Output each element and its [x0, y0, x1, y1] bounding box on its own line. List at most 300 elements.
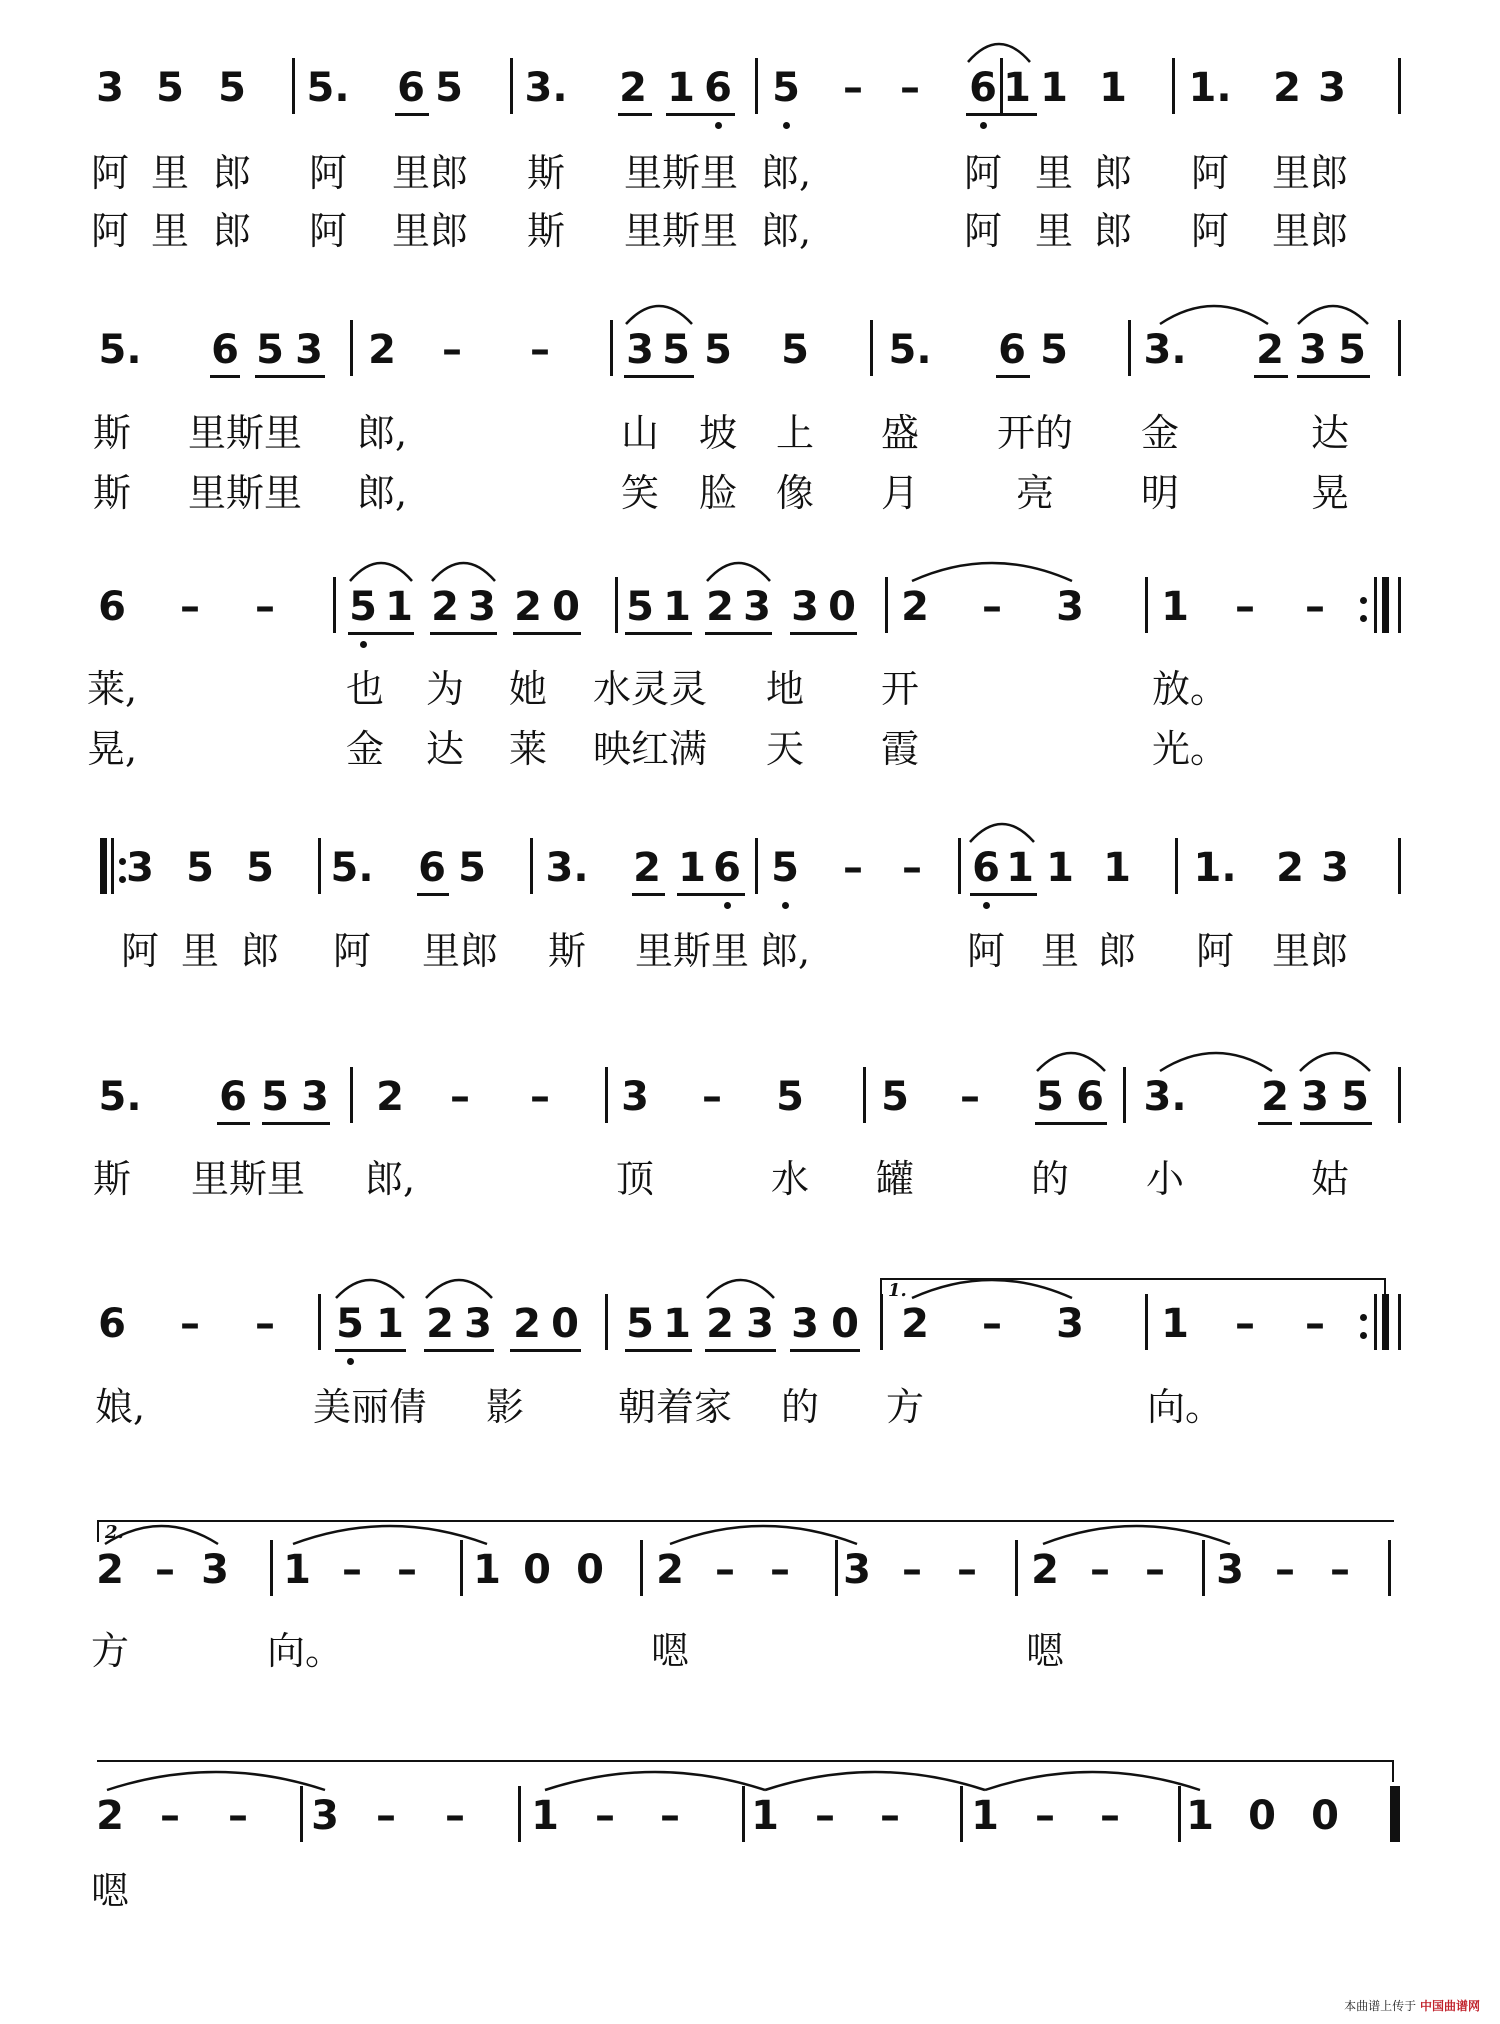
volta-bracket [97, 1520, 1394, 1542]
lyric-syllable: 的 [1030, 1157, 1070, 1201]
slur-arc [1160, 306, 1268, 324]
note: – [880, 1793, 900, 1839]
barline [318, 838, 321, 894]
note: 0 [1248, 1793, 1276, 1839]
beam-underline [210, 375, 240, 378]
lyric-syllable: 影 [485, 1385, 525, 1429]
lyric-syllable: 阿 [308, 209, 348, 253]
low-octave-dot [360, 641, 367, 648]
lyric-syllable: 里 [150, 209, 190, 253]
lyric-syllable: 里郎 [1271, 209, 1349, 253]
lyric-syllable: 阿 [90, 151, 130, 195]
lyric-syllable: 水 [770, 1157, 810, 1201]
barline [742, 1786, 745, 1842]
lyric-syllable: 嗯 [90, 1869, 130, 1913]
lyric-syllable: 嗯 [1025, 1629, 1065, 1673]
lyric-syllable: 开的 [996, 411, 1074, 455]
note: – [450, 1074, 470, 1120]
beam-underline [217, 1122, 250, 1125]
lyric-syllable: 美丽倩 [312, 1385, 428, 1429]
note: 1 [1006, 845, 1034, 891]
slur-arc [336, 1280, 404, 1298]
beam-underline [996, 375, 1030, 378]
note: 5. [98, 327, 142, 373]
note: 1 [1186, 1793, 1214, 1839]
low-octave-dot [715, 122, 722, 129]
note: 3 [301, 1074, 329, 1120]
note: 5 [626, 1301, 654, 1347]
note: 6 [972, 845, 1000, 891]
lyric-syllable: 月 [880, 471, 920, 515]
low-octave-dot [980, 122, 987, 129]
slur-arc [1300, 1053, 1370, 1071]
barline [1015, 1540, 1018, 1596]
beam-underline [1300, 1122, 1372, 1125]
note: 1 [376, 1301, 404, 1347]
slur-arc [1298, 306, 1368, 324]
note: – [702, 1074, 722, 1120]
barline [1398, 577, 1401, 633]
note: 3 [96, 65, 124, 111]
lyric-syllable: 也 [345, 667, 385, 711]
note: 5 [218, 65, 246, 111]
beam-underline [790, 1349, 860, 1352]
lyric-syllable: 的 [780, 1385, 820, 1429]
note: 5 [1036, 1074, 1064, 1120]
note: 5 [156, 65, 184, 111]
note: 5. [888, 327, 932, 373]
lyric-syllable: 水灵灵 [592, 667, 708, 711]
note: 2 [619, 65, 647, 111]
note: 3 [626, 327, 654, 373]
lyric-syllable: 阿 [90, 209, 130, 253]
slur-arc [707, 563, 770, 581]
slur-arc [968, 44, 1030, 62]
lyric-syllable: 莱, [86, 667, 138, 711]
repeat-start-thin [111, 838, 114, 894]
note: 5 [781, 327, 809, 373]
note: 2 [376, 1074, 404, 1120]
beam-underline [625, 1349, 692, 1352]
repeat-start-thick [100, 838, 107, 894]
note: – [397, 1547, 417, 1593]
lyric-syllable: 阿 [1195, 929, 1235, 973]
note: 2 [96, 1547, 124, 1593]
lyric-syllable: 笑 [620, 471, 660, 515]
lyric-syllable: 向。 [1146, 1385, 1224, 1429]
lyric-syllable: 斯 [526, 151, 566, 195]
note: 6 [713, 845, 741, 891]
lyric-syllable: 达 [1310, 411, 1350, 455]
note: – [180, 1301, 200, 1347]
beam-underline [424, 1349, 494, 1352]
beam-underline [348, 632, 414, 635]
note: – [155, 1547, 175, 1593]
lyric-syllable: 阿 [1190, 151, 1230, 195]
note: 2 [1256, 327, 1284, 373]
lyric-syllable: 方 [90, 1629, 130, 1673]
note: 2 [96, 1793, 124, 1839]
note: 3. [524, 65, 568, 111]
note: 2 [1273, 65, 1301, 111]
barline [1000, 58, 1003, 114]
lyric-syllable: 郎 [212, 151, 252, 195]
lyric-syllable: 阿 [1190, 209, 1230, 253]
note: – [180, 584, 200, 630]
final-barline [1393, 1786, 1400, 1842]
beam-underline [430, 632, 497, 635]
note: 3 [201, 1547, 229, 1593]
note: 5 [349, 584, 377, 630]
lyric-syllable: 阿 [308, 151, 348, 195]
note: – [445, 1793, 465, 1839]
lyric-syllable: 里郎 [1271, 151, 1349, 195]
slur-arc [707, 1280, 774, 1298]
note: – [228, 1793, 248, 1839]
note: 2 [1261, 1074, 1289, 1120]
lyric-syllable: 斯 [547, 929, 587, 973]
beam-underline [790, 632, 857, 635]
lyric-syllable: 里郎 [1271, 929, 1349, 973]
note: 5 [256, 327, 284, 373]
note: 1 [1040, 65, 1068, 111]
note: 0 [828, 584, 856, 630]
repeat-dot [1360, 1314, 1367, 1321]
lyric-syllable: 阿 [963, 151, 1003, 195]
beam-underline [970, 893, 1037, 896]
lyric-syllable: 里郎 [391, 151, 469, 195]
note: 3 [1056, 584, 1084, 630]
note: 1 [1161, 1301, 1189, 1347]
note: 0 [576, 1547, 604, 1593]
note: 3 [464, 1301, 492, 1347]
note: 3 [791, 584, 819, 630]
volta-continuation [97, 1760, 1394, 1782]
note: – [902, 845, 922, 891]
note: 3 [126, 845, 154, 891]
barline [1398, 1294, 1401, 1350]
note: 0 [552, 584, 580, 630]
barline [835, 1540, 838, 1596]
lyric-syllable: 里郎 [421, 929, 499, 973]
note: – [770, 1547, 790, 1593]
lyric-syllable: 天 [765, 727, 805, 771]
lyric-syllable: 郎 [212, 209, 252, 253]
note: 3 [1216, 1547, 1244, 1593]
slur-arc [970, 824, 1034, 842]
note: 6 [98, 584, 126, 630]
note: 3. [1143, 1074, 1187, 1120]
lyric-syllable: 上 [775, 411, 815, 455]
note: 6 [98, 1301, 126, 1347]
lyric-syllable: 放。 [1151, 667, 1229, 711]
note: 3 [311, 1793, 339, 1839]
note: 5 [772, 65, 800, 111]
note: 1 [663, 584, 691, 630]
barline [885, 577, 888, 633]
note: 0 [523, 1547, 551, 1593]
barline [1398, 320, 1401, 376]
barline [460, 1540, 463, 1596]
note: 5 [771, 845, 799, 891]
beam-underline [1297, 375, 1370, 378]
note: 0 [831, 1301, 859, 1347]
note: 2 [431, 584, 459, 630]
note: 5 [662, 327, 690, 373]
note: 1 [751, 1793, 779, 1839]
beam-underline [417, 893, 449, 896]
note: 5 [435, 65, 463, 111]
beam-underline [335, 1349, 406, 1352]
note: 3 [468, 584, 496, 630]
beam-underline [705, 1349, 776, 1352]
repeat-dot [119, 876, 126, 883]
note: – [715, 1547, 735, 1593]
lyric-syllable: 斯 [92, 471, 132, 515]
note: 3. [545, 845, 589, 891]
note: – [1235, 1301, 1255, 1347]
lyric-syllable: 郎 [240, 929, 280, 973]
lyric-syllable: 为 [425, 667, 465, 711]
note: – [1305, 1301, 1325, 1347]
note: – [160, 1793, 180, 1839]
barline [518, 1786, 521, 1842]
lyric-syllable: 郎 [1093, 151, 1133, 195]
note: 5 [1338, 327, 1366, 373]
lyric-syllable: 映红满 [592, 727, 708, 771]
note: – [1100, 1793, 1120, 1839]
note: 2 [901, 1301, 929, 1347]
lyric-syllable: 顶 [615, 1157, 655, 1201]
lyric-syllable: 阿 [966, 929, 1006, 973]
note: 6 [704, 65, 732, 111]
lyric-syllable: 小 [1145, 1157, 1185, 1201]
barline [605, 1067, 608, 1123]
note: 1 [1003, 65, 1031, 111]
beam-underline [1035, 1122, 1107, 1125]
note: 3 [843, 1547, 871, 1593]
lyric-syllable: 姑 [1310, 1157, 1350, 1201]
note: 2 [368, 327, 396, 373]
barline [863, 1067, 866, 1123]
lyric-syllable: 里 [1040, 929, 1080, 973]
repeat-dot [1360, 1332, 1367, 1339]
lyric-syllable: 明 [1140, 471, 1180, 515]
note: 1 [531, 1793, 559, 1839]
slur-arc [426, 1280, 492, 1298]
beam-underline [705, 632, 772, 635]
note: 2 [1031, 1547, 1059, 1593]
note: 1. [1188, 65, 1232, 111]
low-octave-dot [783, 122, 790, 129]
note: – [442, 327, 462, 373]
barline [1123, 1067, 1126, 1123]
note: – [660, 1793, 680, 1839]
lyric-syllable: 莱 [508, 727, 548, 771]
note: 0 [1311, 1793, 1339, 1839]
beam-underline [1254, 375, 1288, 378]
beam-underline [395, 113, 429, 116]
note: 5 [776, 1074, 804, 1120]
lyric-syllable: 郎, [364, 1157, 416, 1201]
barline [1388, 1540, 1391, 1596]
footer-upload-text: 本曲谱上传于 [1344, 1999, 1417, 2013]
note: 3 [743, 584, 771, 630]
note: 5 [626, 584, 654, 630]
lyric-syllable: 里 [1034, 209, 1074, 253]
note: 5. [330, 845, 374, 891]
note: – [815, 1793, 835, 1839]
note: 5 [704, 327, 732, 373]
lyric-syllable: 郎, [760, 151, 812, 195]
barline [1398, 58, 1401, 114]
lyric-syllable: 朝着家 [617, 1385, 733, 1429]
barline [318, 1294, 321, 1350]
volta-bracket [880, 1278, 1386, 1300]
note: 1 [1103, 845, 1131, 891]
note: 3 [791, 1301, 819, 1347]
slur-arc [626, 306, 692, 324]
note: 3 [1318, 65, 1346, 111]
barline [640, 1540, 643, 1596]
lyric-syllable: 郎 [1097, 929, 1137, 973]
note: 2 [901, 584, 929, 630]
note: 1 [473, 1547, 501, 1593]
volta-label: 2. [105, 1522, 124, 1543]
barline [350, 320, 353, 376]
barline [1202, 1540, 1205, 1596]
lyric-syllable: 阿 [963, 209, 1003, 253]
repeat-end-thin [1374, 577, 1377, 633]
lyric-syllable: 像 [775, 471, 815, 515]
repeat-dot [1360, 615, 1367, 622]
note: 2 [1276, 845, 1304, 891]
note: 3 [1301, 1074, 1329, 1120]
note: 5 [458, 845, 486, 891]
note: 1 [663, 1301, 691, 1347]
note: – [1145, 1547, 1165, 1593]
lyric-syllable: 盛 [880, 411, 920, 455]
note: – [530, 327, 550, 373]
lyric-syllable: 开 [880, 667, 920, 711]
repeat-dot [119, 858, 126, 865]
barline [1128, 320, 1131, 376]
barline [960, 1786, 963, 1842]
note: 5 [336, 1301, 364, 1347]
barline [270, 1540, 273, 1596]
note: – [1235, 584, 1255, 630]
lyric-syllable: 地 [765, 667, 805, 711]
barline [300, 1786, 303, 1842]
repeat-dot [1360, 597, 1367, 604]
lyric-syllable: 里斯里 [623, 209, 739, 253]
lyric-syllable: 她 [508, 667, 548, 711]
note: 6 [211, 327, 239, 373]
lyric-syllable: 脸 [698, 471, 738, 515]
lyric-syllable: 郎, [760, 209, 812, 253]
lyric-syllable: 阿 [120, 929, 160, 973]
note: 2 [426, 1301, 454, 1347]
note: 5 [881, 1074, 909, 1120]
beam-underline [510, 1349, 581, 1352]
barline [958, 838, 961, 894]
lyric-syllable: 金 [345, 727, 385, 771]
lyric-syllable: 娘, [94, 1385, 146, 1429]
note: – [595, 1793, 615, 1839]
low-octave-dot [983, 902, 990, 909]
barline [755, 58, 758, 114]
note: – [843, 845, 863, 891]
lyric-syllable: 里 [180, 929, 220, 973]
note: – [900, 65, 920, 111]
barline [610, 320, 613, 376]
note: 2 [706, 584, 734, 630]
low-octave-dot [347, 1358, 354, 1365]
beam-underline [966, 113, 1037, 116]
note: 3 [746, 1301, 774, 1347]
note: 1 [678, 845, 706, 891]
note: – [843, 65, 863, 111]
note: 2 [656, 1547, 684, 1593]
lyric-syllable: 里郎 [391, 209, 469, 253]
note: 1. [1193, 845, 1237, 891]
note: 2 [706, 1301, 734, 1347]
lyric-syllable: 罐 [875, 1157, 915, 1201]
lyric-syllable: 坡 [698, 411, 738, 455]
repeat-end-thick [1382, 577, 1389, 633]
note: – [1275, 1547, 1295, 1593]
slur-arc [432, 563, 495, 581]
repeat-end-thin [1374, 1294, 1377, 1350]
barline [1145, 1294, 1148, 1350]
barline [530, 838, 533, 894]
note: 5 [186, 845, 214, 891]
low-octave-dot [724, 902, 731, 909]
note: 1 [385, 584, 413, 630]
note: 3 [295, 327, 323, 373]
note: 6 [1076, 1074, 1104, 1120]
lyric-syllable: 嗯 [650, 1629, 690, 1673]
note: – [1330, 1547, 1350, 1593]
repeat-end-thick [1382, 1294, 1389, 1350]
note: 3 [621, 1074, 649, 1120]
note: – [376, 1793, 396, 1839]
barline [1398, 838, 1401, 894]
note: 5 [246, 845, 274, 891]
barline [1172, 58, 1175, 114]
barline [880, 1294, 883, 1350]
lyric-syllable: 晃, [86, 727, 138, 771]
lyric-syllable: 里斯里 [634, 929, 750, 973]
note: 1 [1161, 584, 1189, 630]
barline [1178, 1786, 1181, 1842]
lyric-syllable: 里斯里 [187, 471, 303, 515]
beam-underline [625, 632, 692, 635]
note: – [255, 584, 275, 630]
note: 2 [633, 845, 661, 891]
note: 1 [1046, 845, 1074, 891]
lyric-syllable: 郎, [356, 411, 408, 455]
lyric-syllable: 郎, [759, 929, 811, 973]
note: – [1305, 584, 1325, 630]
beam-underline [1258, 1122, 1292, 1125]
note: 6 [969, 65, 997, 111]
note: 3 [1056, 1301, 1084, 1347]
note: – [957, 1547, 977, 1593]
lyric-syllable: 里 [1034, 151, 1074, 195]
slur-arc [1160, 1053, 1272, 1071]
lyric-syllable: 里斯里 [190, 1157, 306, 1201]
